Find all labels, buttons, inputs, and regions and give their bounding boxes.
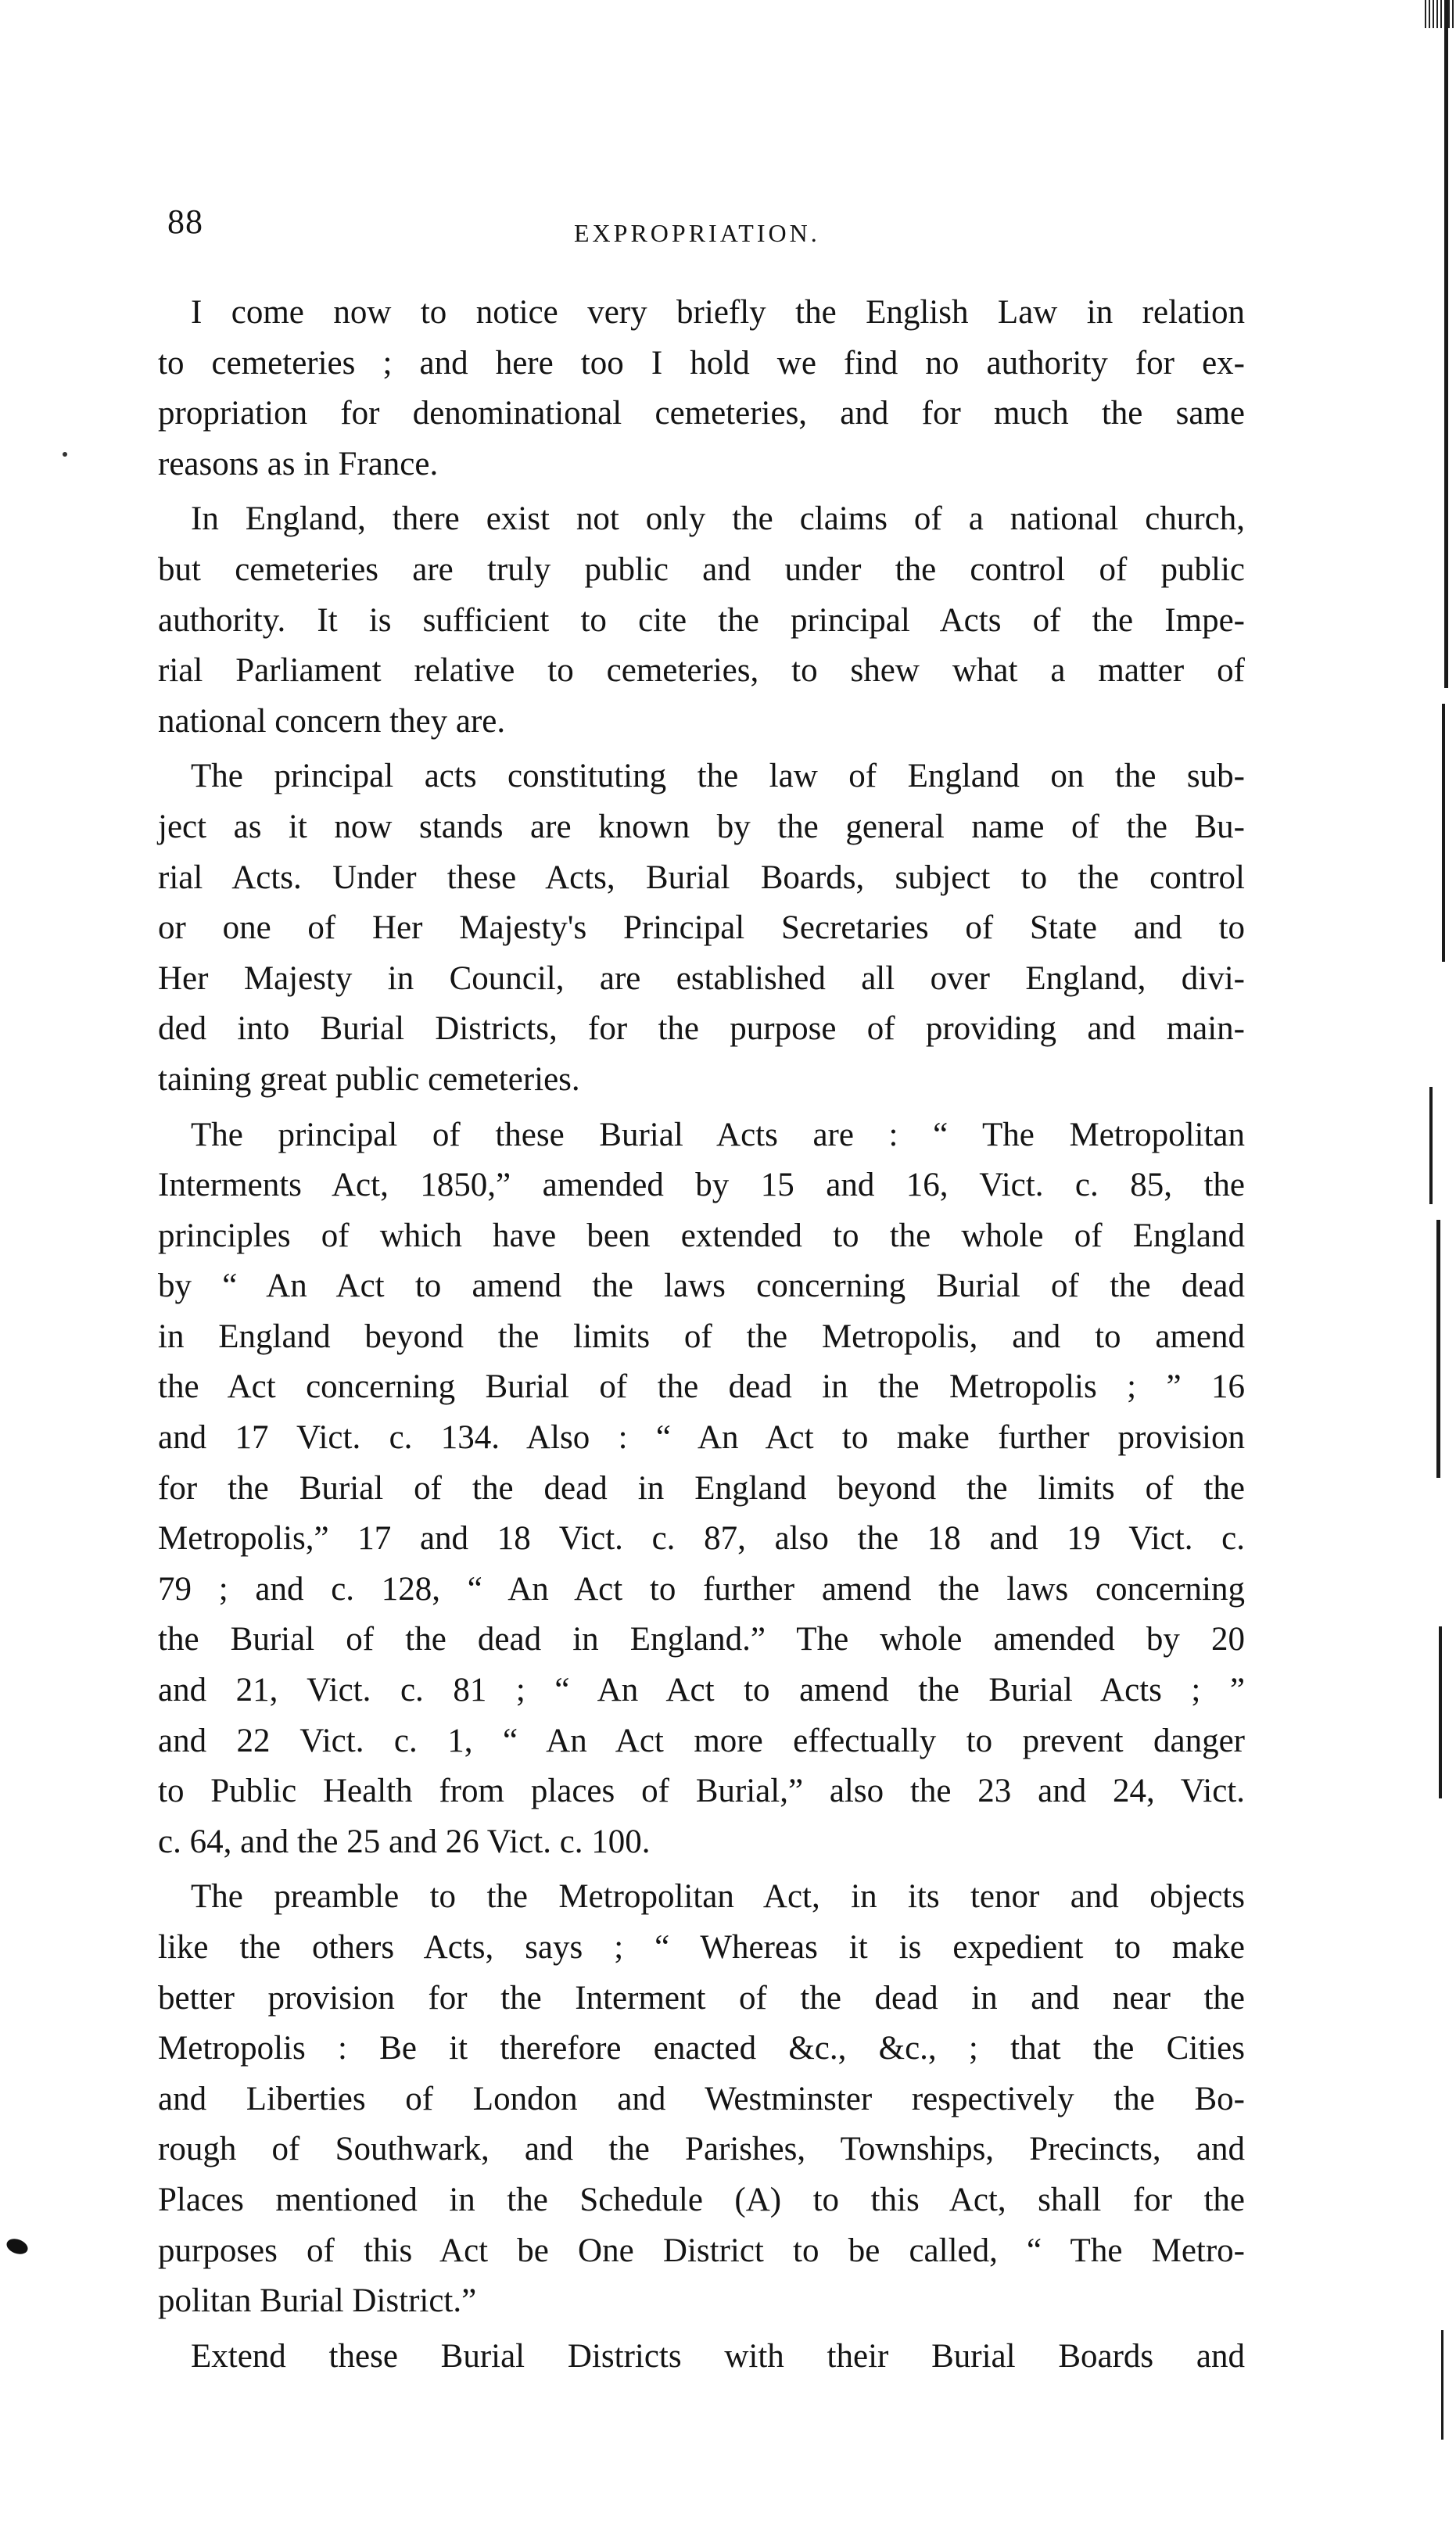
text-line: to cemeteries ; and here too I hold we find no authority for ex- <box>158 344 1245 382</box>
paragraph <box>158 1110 1245 1868</box>
text-line: The preamble to the Metropolitan Act, in its tenor and objects <box>191 1878 1245 1916</box>
scan-edge-line <box>1442 704 1445 962</box>
text-line: but cemeteries are truly public and under the control of public <box>158 550 1245 588</box>
text-line: purposes of this Act be One District to be called, “ The Metro- <box>158 2232 1245 2269</box>
text-line: by “ An Act to amend the laws concerning Burial of the dead <box>158 1268 1245 1305</box>
scan-edge-line <box>1439 1626 1442 1798</box>
text-line: like the others Acts, says ; “ Whereas it is expedient to make <box>158 1929 1245 1966</box>
text-line: propriation for denominational cemeteries, and for much the same <box>158 395 1245 432</box>
text-line: Her Majesty in Council, are established all over England, divi- <box>158 959 1245 997</box>
text-line: rough of Southwark, and the Parishes, Townships, Precincts, and <box>158 2131 1245 2168</box>
text-line: Metropolis,” 17 and 18 Vict. c. 87, also the 18 and 19 Vict. c. <box>158 1520 1245 1558</box>
text-line: for the Burial of the dead in England beyond the limits of the <box>158 1469 1245 1507</box>
text-line: taining great public cemeteries. <box>158 1060 580 1098</box>
ink-blot-mark <box>5 2236 30 2257</box>
text-line: better provision for the Interment of the dead in and near the <box>158 1979 1245 2017</box>
text-line: ded into Burial Districts, for the purpose of providing and main- <box>158 1010 1245 1048</box>
text-line: I come now to notice very briefly the English Law in relation <box>191 294 1245 331</box>
text-line: reasons as in France. <box>158 445 439 482</box>
page-number: 88 <box>167 203 203 241</box>
text-line: and 22 Vict. c. 1, “ An Act more effectually to prevent danger <box>158 1722 1245 1759</box>
text-line: principles of which have been extended to the whole of England <box>158 1217 1245 1254</box>
text-line: national concern they are. <box>158 702 506 740</box>
body-text <box>158 288 1245 2386</box>
text-line: and 21, Vict. c. 81 ; “ An Act to amend the Burial Acts ; ” <box>158 1672 1245 1709</box>
text-line: rial Acts. Under these Acts, Burial Boards, subject to the control <box>158 859 1245 896</box>
text-line: the Burial of the dead in England.” The whole amended by 20 <box>158 1621 1245 1658</box>
text-line: Places mentioned in the Schedule (A) to this Act, shall for the <box>158 2181 1245 2218</box>
scan-edge-line <box>1436 1220 1440 1478</box>
scan-corner-artifact <box>1425 0 1456 28</box>
text-line: politan Burial District.” <box>158 2282 477 2320</box>
text-line: authority. It is sufficient to cite the principal Acts of the Impe- <box>158 601 1245 639</box>
scan-edge-line <box>1444 0 1448 688</box>
paragraph <box>158 1872 1245 2326</box>
text-line: 79 ; and c. 128, “ An Act to further amend the laws concerning <box>158 1570 1245 1608</box>
scan-edge-line <box>1441 2330 1443 2440</box>
scan-edge-line <box>1429 1087 1433 1204</box>
text-line: and 17 Vict. c. 134. Also : “ An Act to make further provision <box>158 1419 1245 1457</box>
running-head: EXPROPRIATION. <box>574 219 820 247</box>
text-line: to Public Health from places of Burial,” also the 23 and 24, Vict. <box>158 1773 1245 1810</box>
text-line: c. 64, and the 25 and 26 Vict. c. 100. <box>158 1823 651 1860</box>
text-line: and Liberties of London and Westminster respectively the Bo- <box>158 2080 1245 2117</box>
paragraph <box>158 751 1245 1105</box>
text-line: In England, there exist not only the claims of a national church, <box>191 500 1245 538</box>
paragraph <box>158 494 1245 747</box>
text-line: ject as it now stands are known by the general name of the Bu- <box>158 808 1245 845</box>
paragraph <box>158 2332 1245 2383</box>
text-line: Extend these Burial Districts with their Burial Boards and <box>191 2337 1245 2375</box>
text-line: The principal of these Burial Acts are : “ The Metropolitan <box>191 1116 1245 1153</box>
text-line: rial Parliament relative to cemeteries, to shew what a matter of <box>158 652 1245 690</box>
text-line: the Act concerning Burial of the dead in the Metropolis ; ” 16 <box>158 1368 1245 1406</box>
text-line: or one of Her Majesty's Principal Secretaries of State and to <box>158 909 1245 947</box>
text-line: Metropolis : Be it therefore enacted &c., &c., ; that the Cities <box>158 2030 1245 2067</box>
text-line: Interments Act, 1850,” amended by 15 and 16, Vict. c. 85, the <box>158 1167 1245 1204</box>
paragraph <box>158 288 1245 489</box>
text-line: in England beyond the limits of the Metropolis, and to amend <box>158 1318 1245 1355</box>
text-line: The principal acts constituting the law of England on the sub- <box>191 758 1245 795</box>
ink-dot-mark <box>63 452 67 457</box>
